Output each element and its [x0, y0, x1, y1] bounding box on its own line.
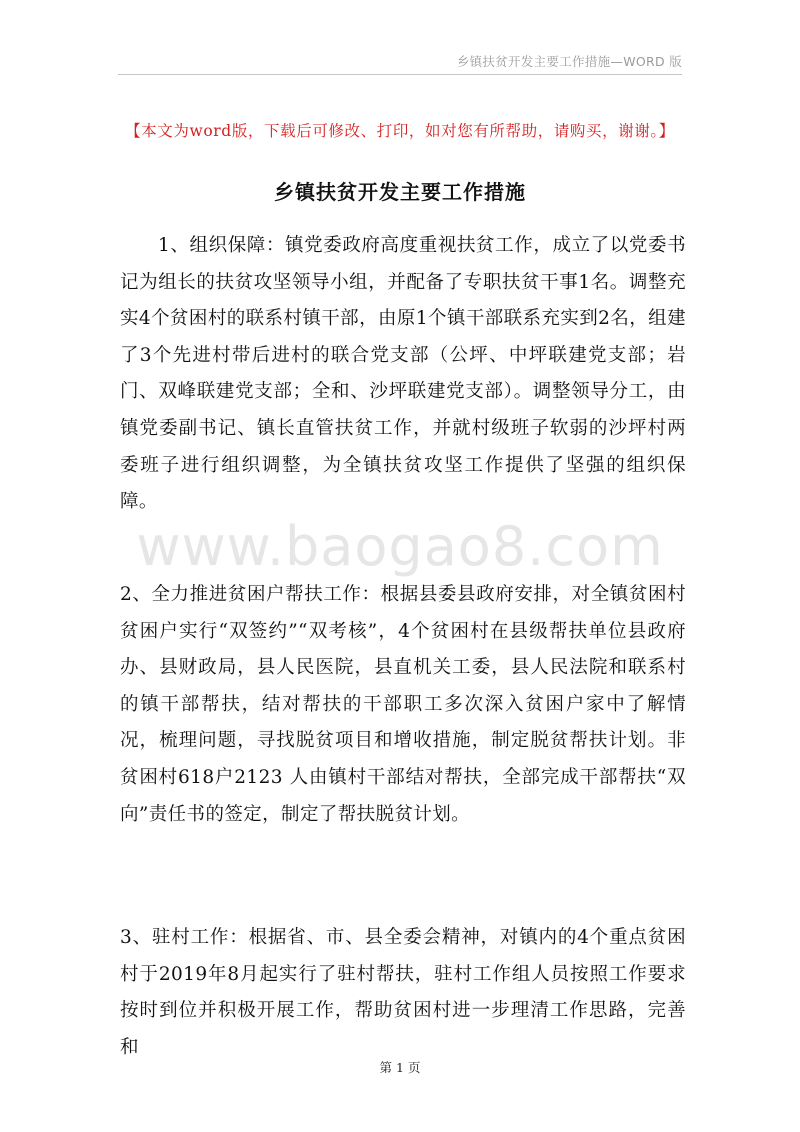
page-number: 第 1 页: [379, 1060, 421, 1075]
paragraph-village-stationing: 3、驻村工作：根据省、市、县全委会精神，对镇内的4个重点贫困村于2019年8月起实行了驻村帮扶，驻村工作组人员按照工作要求按时到位并积极开展工作，帮助贫困村进一步理清工作思路，完善和: [120, 927, 686, 1058]
purchase-notice: 【本文为word版，下载后可修改、打印，如对您有所帮助，请购买，谢谢。】: [125, 122, 675, 140]
running-header: 乡镇扶贫开发主要工作措施—WORD 版: [456, 54, 682, 69]
paragraph-poverty-aid: 2、全力推进贫困户帮扶工作：根据县委县政府安排，对全镇贫困村贫困户实行“双签约”“双考核”，4个贫困村在县级帮扶单位县政府办、县财政局，县人民医院，县直机关工委，县人民法院和联系村的镇干部帮扶，结对帮扶的干部职工多次深入贫困户家中了解情况，梳理问题，寻找脱贫项目和增收措施，制定脱贫帮扶计划。非贫困村618户2123 人由镇村干部结对帮扶，全部完成干部帮扶“双向”责任书的签定，制定了帮扶脱贫计划。: [120, 584, 686, 825]
watermark: www.baogao8.com: [136, 515, 664, 578]
document-title: 乡镇扶贫开发主要工作措施: [274, 180, 526, 204]
header-divider: [118, 74, 682, 75]
paragraph-organization: 1、组织保障：镇党委政府高度重视扶贫工作，成立了以党委书记为组长的扶贫攻坚领导小组，并配备了专职扶贫干事1名。调整充实4个贫困村的联系村镇干部，由原1个镇干部联系充实到2名，组建了3个先进村带后进村的联合党支部（公坪、中坪联建党支部；岩门、双峰联建党支部；全和、沙坪联建党支部）。调整领导分工，由镇党委副书记、镇长直管扶贫工作，并就村级班子软弱的沙坪村两委班子进行组织调整，为全镇扶贫攻坚工作提供了坚强的组织保障。: [120, 235, 686, 513]
